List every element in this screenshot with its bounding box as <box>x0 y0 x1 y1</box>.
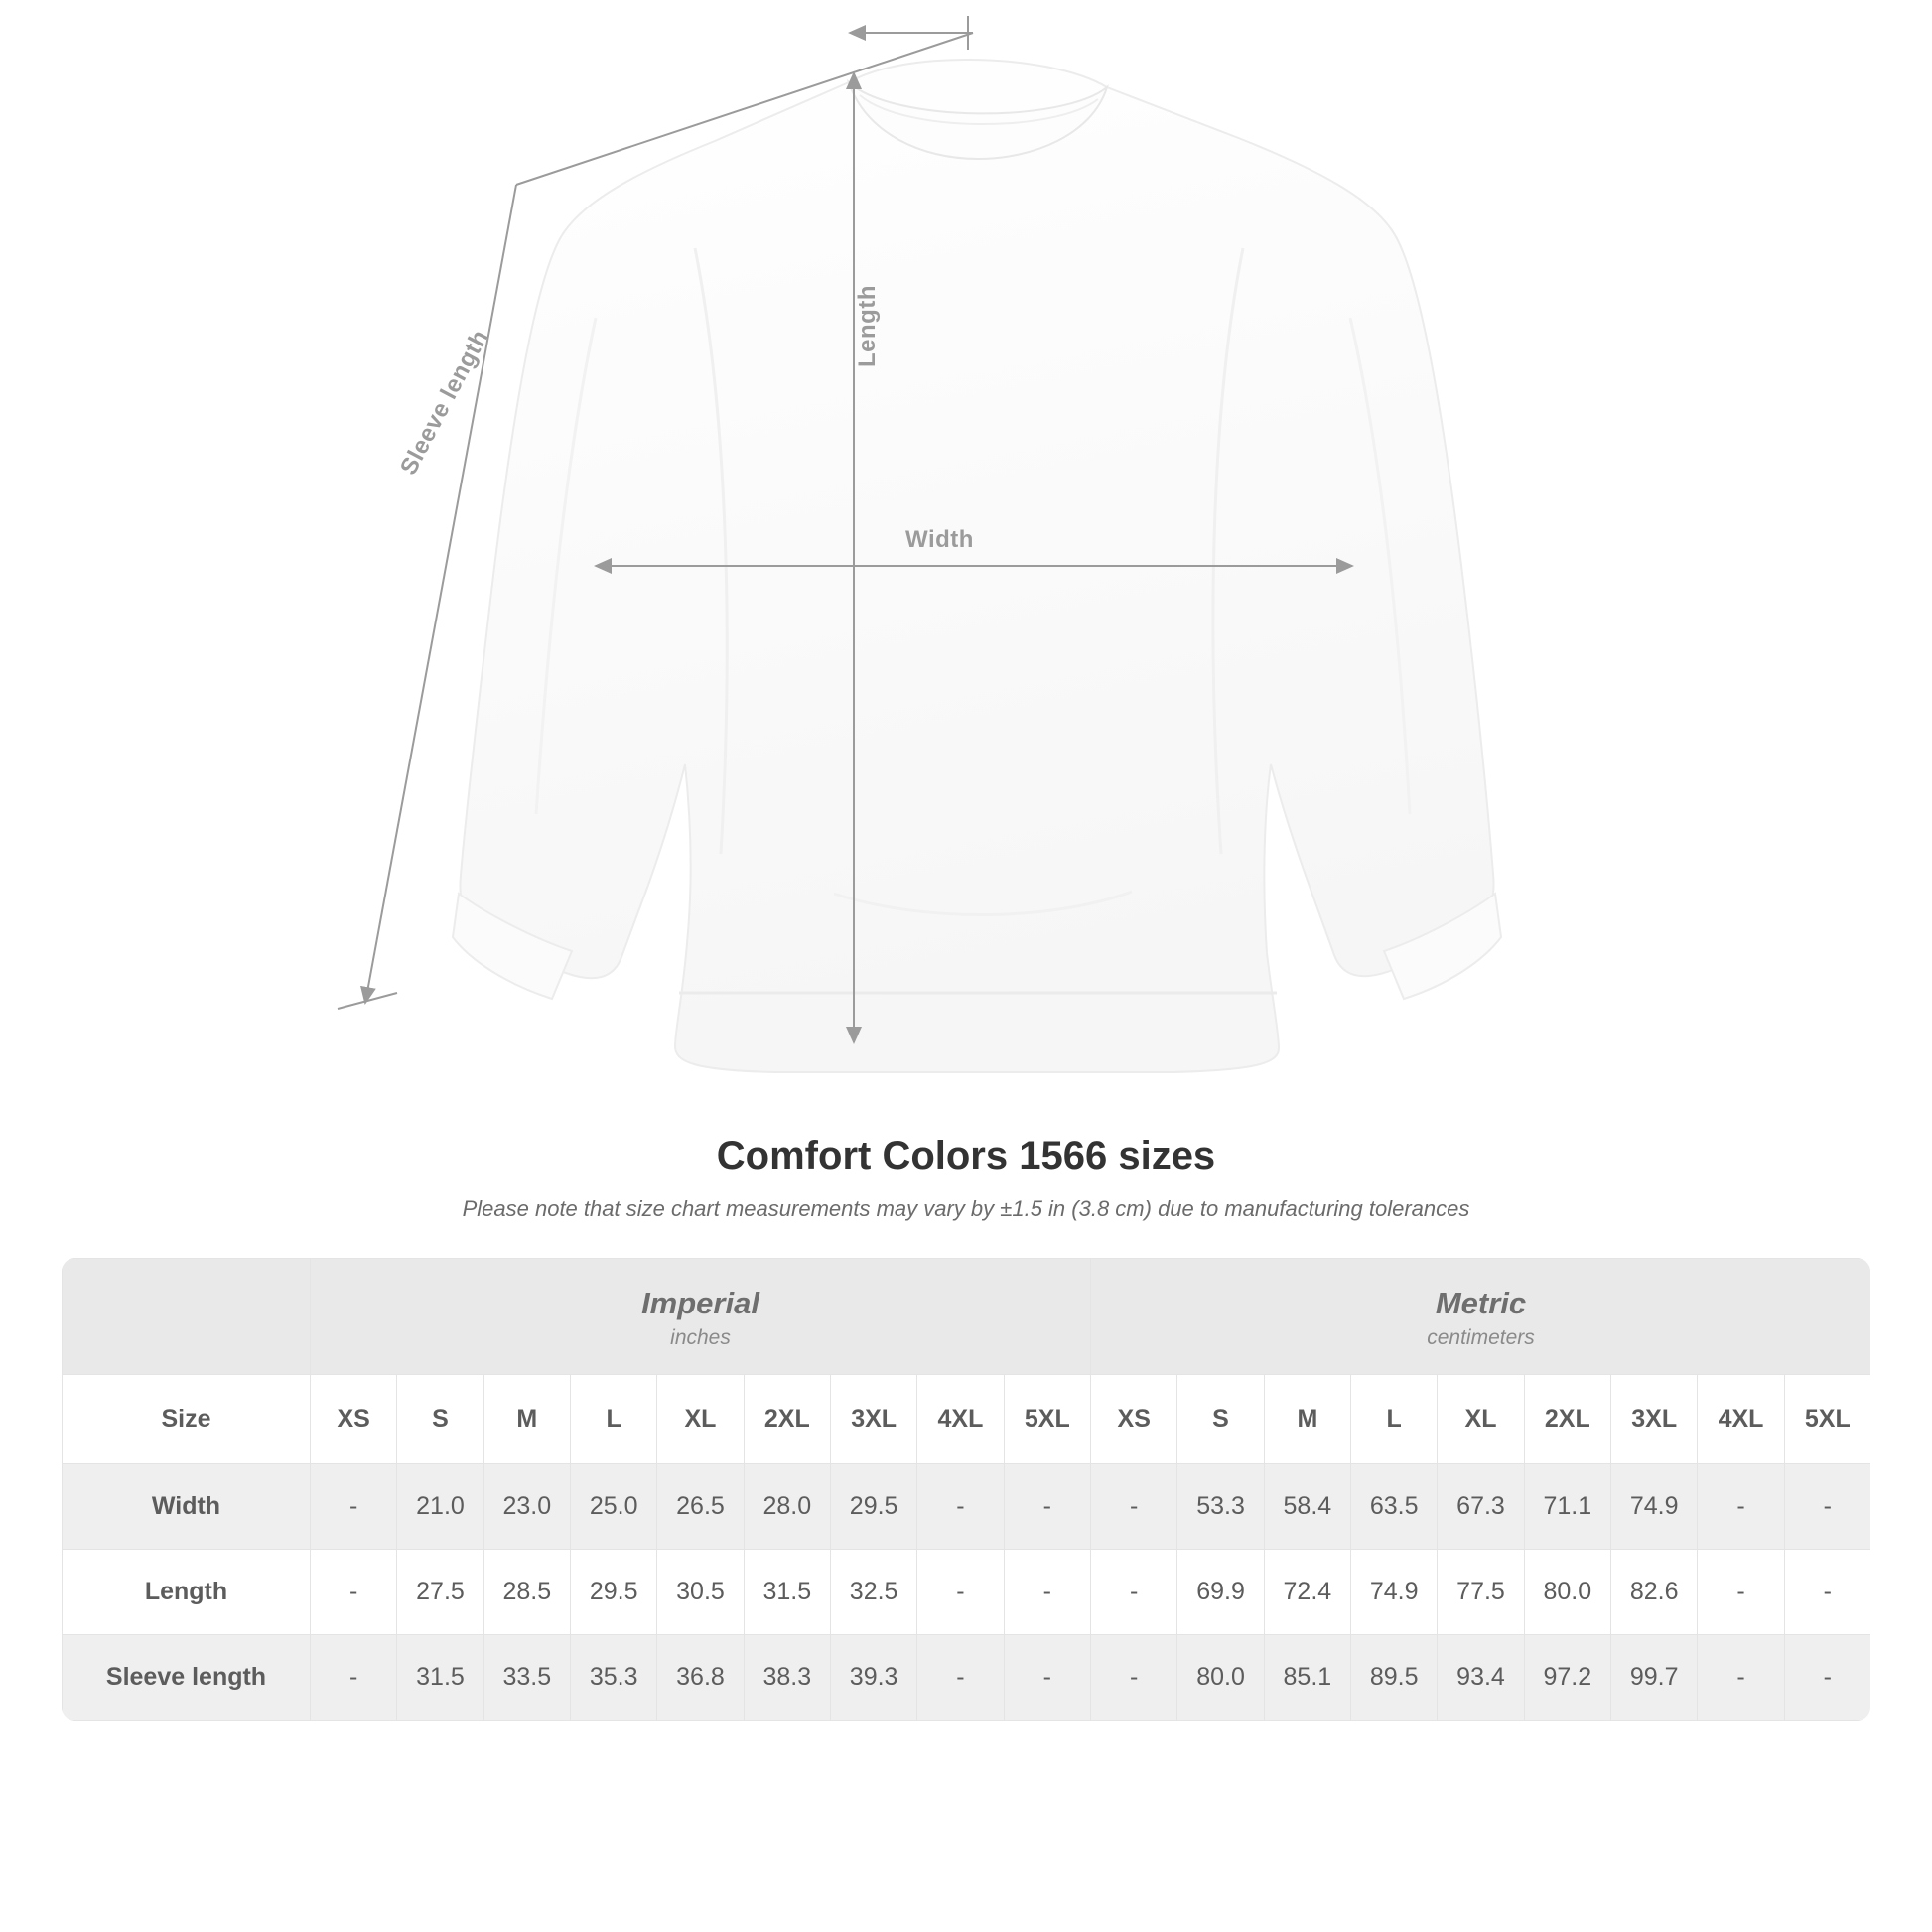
measurement-cell: 32.5 <box>830 1550 916 1635</box>
measurement-cell: - <box>1784 1550 1870 1635</box>
unit-header-corner <box>63 1259 311 1375</box>
measurement-cell: - <box>1698 1464 1784 1550</box>
table-row <box>63 1464 1871 1550</box>
size-table-body <box>63 1464 1871 1721</box>
measurement-cell: 74.9 <box>1351 1550 1438 1635</box>
measurement-cell: - <box>1091 1635 1177 1721</box>
size-column-header: L <box>1351 1375 1438 1464</box>
measurement-cell: 71.1 <box>1524 1464 1610 1550</box>
measurement-cell: 72.4 <box>1264 1550 1350 1635</box>
measurement-cell: 53.3 <box>1177 1464 1264 1550</box>
measurement-cell: 31.5 <box>744 1550 830 1635</box>
size-column-header: 2XL <box>1524 1375 1610 1464</box>
measurement-cell: 21.0 <box>397 1464 483 1550</box>
measurement-cell: 74.9 <box>1611 1464 1698 1550</box>
measurement-cell: 31.5 <box>397 1635 483 1721</box>
unit-group-metric-name: Metric <box>1435 1286 1527 1320</box>
measurement-cell: 23.0 <box>483 1464 570 1550</box>
tolerance-note: Please note that size chart measurements may vary by ±1.5 in (3.8 cm) due to manufacturing tolerances <box>462 1196 1470 1221</box>
size-column-header: M <box>1264 1375 1350 1464</box>
measurement-cell: 77.5 <box>1438 1550 1524 1635</box>
measurement-cell: - <box>311 1464 397 1550</box>
measurement-cell: 30.5 <box>657 1550 744 1635</box>
size-column-header: 4XL <box>1698 1375 1784 1464</box>
size-table-head <box>63 1259 1871 1464</box>
measurement-cell: 97.2 <box>1524 1635 1610 1721</box>
measurement-cell: - <box>1004 1635 1090 1721</box>
unit-group-imperial-name: Imperial <box>641 1286 759 1320</box>
table-row <box>63 1550 1871 1635</box>
measurement-cell: - <box>311 1550 397 1635</box>
measurement-cell: 27.5 <box>397 1550 483 1635</box>
measurement-cell: - <box>1784 1464 1870 1550</box>
measurement-cell: - <box>1091 1550 1177 1635</box>
size-column-header: XL <box>1438 1375 1524 1464</box>
measurement-cell: - <box>1784 1635 1870 1721</box>
measurement-cell: - <box>917 1635 1004 1721</box>
measurement-cell: 82.6 <box>1611 1550 1698 1635</box>
measurement-cell: - <box>1091 1464 1177 1550</box>
measurement-cell: 89.5 <box>1351 1635 1438 1721</box>
size-header-row <box>63 1375 1871 1464</box>
size-column-header: L <box>570 1375 656 1464</box>
unit-group-metric <box>1091 1259 1870 1375</box>
measurement-cell: 28.0 <box>744 1464 830 1550</box>
size-column-header: 3XL <box>830 1375 916 1464</box>
size-column-header: XS <box>1091 1375 1177 1464</box>
measurement-cell: 26.5 <box>657 1464 744 1550</box>
measurement-cell: 36.8 <box>657 1635 744 1721</box>
measurement-cell: 38.3 <box>744 1635 830 1721</box>
size-column-header: 5XL <box>1004 1375 1090 1464</box>
measurement-cell: 80.0 <box>1524 1550 1610 1635</box>
size-table-wrapper <box>62 1258 1870 1721</box>
measurement-cell: - <box>917 1464 1004 1550</box>
measurement-cell: - <box>1004 1550 1090 1635</box>
measurement-cell: 93.4 <box>1438 1635 1524 1721</box>
measurement-cell: 85.1 <box>1264 1635 1350 1721</box>
size-header-label: Size <box>63 1375 311 1464</box>
unit-header-row <box>63 1259 1871 1375</box>
width-dimension-label: Width <box>905 526 974 553</box>
title-block <box>0 1134 1932 1222</box>
measurement-row-label: Sleeve length <box>63 1635 311 1721</box>
measurement-cell: 58.4 <box>1264 1464 1350 1550</box>
measurement-cell: 39.3 <box>830 1635 916 1721</box>
size-column-header: 3XL <box>1611 1375 1698 1464</box>
measurement-cell: 35.3 <box>570 1635 656 1721</box>
unit-group-imperial-sub: inches <box>670 1325 731 1349</box>
table-row <box>63 1635 1871 1721</box>
measurement-cell: 69.9 <box>1177 1550 1264 1635</box>
length-dimension-label: Length <box>854 285 881 367</box>
measurement-cell: 25.0 <box>570 1464 656 1550</box>
measurement-cell: 28.5 <box>483 1550 570 1635</box>
sleeve-length-dimension-label: Sleeve length <box>395 325 494 480</box>
measurement-cell: 29.5 <box>570 1550 656 1635</box>
size-column-header: XL <box>657 1375 744 1464</box>
measurement-cell: - <box>1004 1464 1090 1550</box>
page-title: Comfort Colors 1566 sizes <box>716 1134 1216 1177</box>
measurement-cell: 63.5 <box>1351 1464 1438 1550</box>
measurement-cell: - <box>311 1635 397 1721</box>
size-column-header: 2XL <box>744 1375 830 1464</box>
size-column-header: 4XL <box>917 1375 1004 1464</box>
measurement-cell: - <box>917 1550 1004 1635</box>
measurement-cell: 80.0 <box>1177 1635 1264 1721</box>
size-column-header: M <box>483 1375 570 1464</box>
unit-group-metric-sub: centimeters <box>1427 1325 1535 1349</box>
measurement-row-label: Width <box>63 1464 311 1550</box>
size-column-header: 5XL <box>1784 1375 1870 1464</box>
measurement-cell: 33.5 <box>483 1635 570 1721</box>
measurement-cell: - <box>1698 1635 1784 1721</box>
measurement-cell: 99.7 <box>1611 1635 1698 1721</box>
measurement-row-label: Length <box>63 1550 311 1635</box>
size-column-header: XS <box>311 1375 397 1464</box>
size-column-header: S <box>397 1375 483 1464</box>
size-column-header: S <box>1177 1375 1264 1464</box>
measurement-cell: 67.3 <box>1438 1464 1524 1550</box>
measurement-cell: 29.5 <box>830 1464 916 1550</box>
unit-group-imperial <box>311 1259 1091 1375</box>
measurement-cell: - <box>1698 1550 1784 1635</box>
size-table <box>62 1258 1870 1721</box>
